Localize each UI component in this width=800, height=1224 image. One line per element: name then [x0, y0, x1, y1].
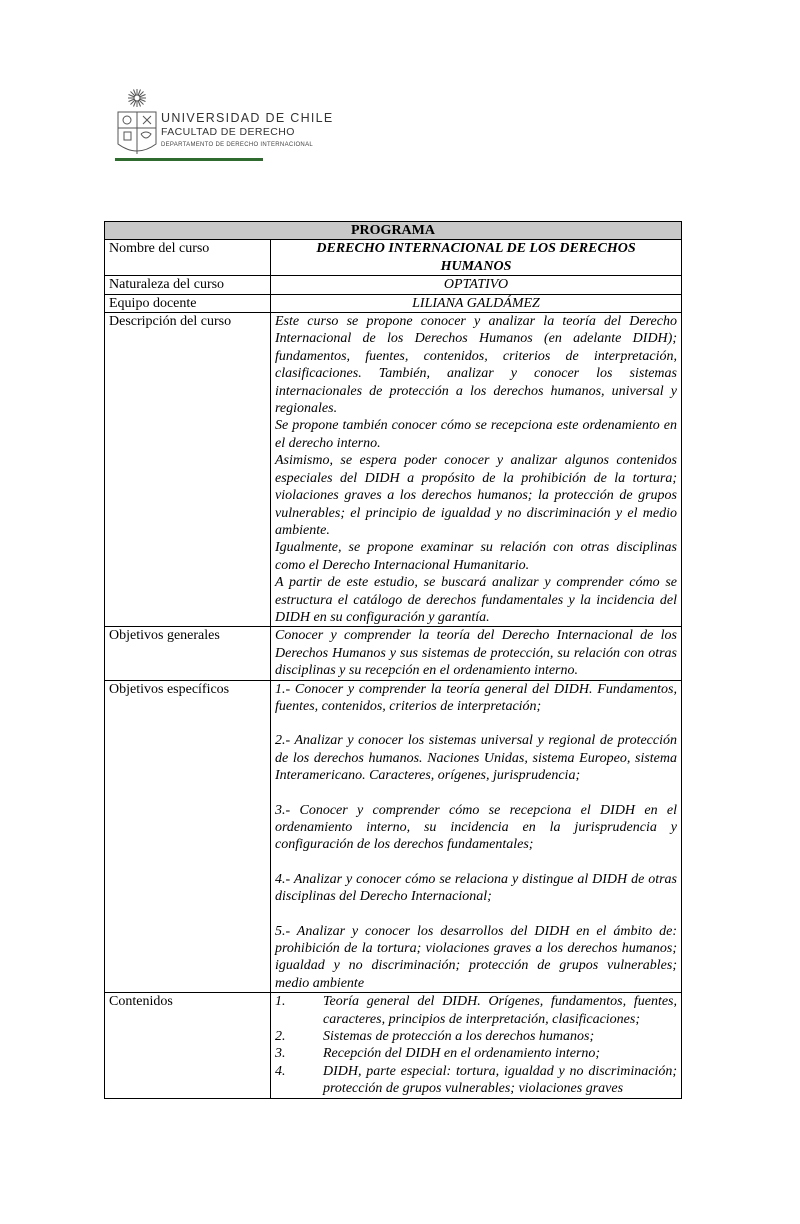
table-row	[105, 313, 682, 627]
course-nature-value: OPTATIVO	[271, 276, 682, 294]
row-label: Objetivos específicos	[105, 680, 271, 993]
content-item: 4. DIDH, parte especial: tortura, igualdad y no discriminación; protección de grupos vulnerables; violaciones graves	[275, 1063, 677, 1097]
table-row	[105, 276, 682, 294]
description-paragraph: Este curso se propone conocer y analizar la teoría del Derecho Internacional de los Derechos Humanos (en adelante DIDH); fundamentos, fuentes, contenidos, criterios de interpretación, clasificaciones. También, analizar y conocer los sistemas internacionales de protección a los derechos humanos, universal y regionales.	[275, 314, 677, 417]
program-table	[104, 221, 682, 1099]
course-description-value	[271, 313, 682, 627]
row-label: Descripción del curso	[105, 313, 271, 627]
row-label: Equipo docente	[105, 294, 271, 312]
course-name-value: DERECHO INTERNACIONAL DE LOS DERECHOS HUMANOS	[271, 240, 682, 276]
content-item: 1. Teoría general del DIDH. Orígenes, fundamentos, fuentes, caracteres, principios de interpretación, clasificaciones;	[275, 994, 677, 1027]
university-name: UNIVERSIDAD DE CHILE	[161, 111, 334, 125]
description-paragraph: A partir de este estudio, se buscará analizar y comprender cómo se estructura el catálogo de derechos fundamentales y la incidencia del DIDH en su configuración y garantía.	[275, 575, 677, 625]
general-objectives-value: Conocer y comprender la teoría del Derecho Internacional de los Derechos Humanos y sus sistemas de protección, su relación con otras disciplinas y su recepción en el ordenamiento interno.	[271, 627, 682, 680]
row-label: Nombre del curso	[105, 240, 271, 276]
university-crest-icon	[115, 88, 159, 164]
table-row	[105, 993, 682, 1098]
description-paragraph: Igualmente, se propone examinar su relación con otras disciplinas como el Derecho Internacional Humanitario.	[275, 540, 677, 573]
header-accent-bar	[115, 158, 263, 161]
objective-item: 4.- Analizar y conocer cómo se relaciona y distingue al DIDH de otras disciplinas del Derecho Internacional;	[275, 871, 677, 905]
contents-value	[271, 993, 682, 1098]
university-logo	[115, 88, 334, 168]
description-paragraph: Se propone también conocer cómo se recepciona este ordenamiento en el derecho interno.	[275, 418, 677, 451]
table-row	[105, 294, 682, 312]
row-label: Contenidos	[105, 993, 271, 1098]
table-header-row	[105, 222, 682, 240]
objective-item: 5.- Analizar y conocer los desarrollos del DIDH en el ámbito de: prohibición de la tortura; violaciones graves a los derechos humanos; igualdad y no discriminación; protección de grupos vulnerables; medio ambiente	[275, 923, 677, 991]
row-label: Naturaleza del curso	[105, 276, 271, 294]
content-item: 2. Sistemas de protección a los derechos humanos;	[275, 1029, 595, 1045]
description-paragraph: Asimismo, se espera poder conocer y analizar algunos contenidos especiales del DIDH a propósito de la prohibición de la tortura; violaciones graves a los derechos humanos; la protección de grupos vulnerables; el principio de igualdad y no discriminación y el medio ambiente.	[275, 453, 677, 538]
specific-objectives-value	[271, 680, 682, 993]
faculty-name: FACULTAD DE DERECHO	[161, 126, 295, 138]
objective-item: 2.- Analizar y conocer los sistemas universal y regional de protección de los derechos humanos. Naciones Unidas, sistema Europeo, sistema Interamericano. Caracteres, orígenes, jurisprudencia;	[275, 733, 677, 784]
table-row	[105, 240, 682, 276]
row-label: Objetivos generales	[105, 627, 271, 680]
table-row	[105, 627, 682, 680]
department-name: DEPARTAMENTO DE DERECHO INTERNACIONAL	[161, 142, 314, 148]
content-item: 3. Recepción del DIDH en el ordenamiento interno;	[275, 1046, 601, 1062]
table-row	[105, 680, 682, 993]
objective-item: 1.- Conocer y comprender la teoría general del DIDH. Fundamentos, fuentes, contenidos, criterios de interpretación;	[275, 681, 677, 714]
objective-item: 3.- Conocer y comprender cómo se recepciona el DIDH en el ordenamiento interno, su incidencia en la jurisprudencia y configuración de los derechos fundamentales;	[275, 802, 677, 853]
table-title: PROGRAMA	[105, 222, 682, 240]
teaching-team-value: LILIANA GALDÁMEZ	[271, 294, 682, 312]
